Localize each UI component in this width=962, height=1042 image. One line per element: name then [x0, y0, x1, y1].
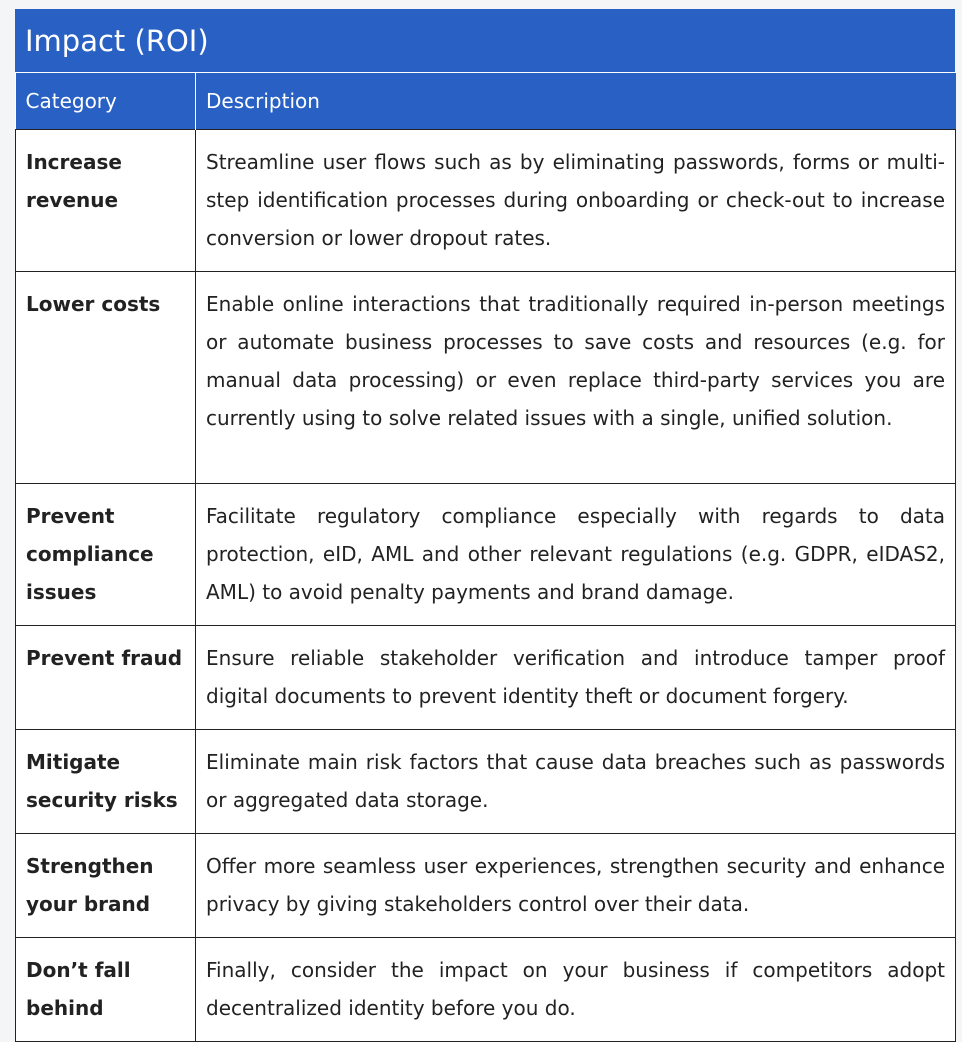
table-title: Impact (ROI)	[15, 9, 955, 73]
category-cell: Don’t fall behind	[16, 937, 196, 1041]
column-header-category: Category	[16, 73, 196, 129]
column-header-description: Description	[196, 73, 956, 129]
table-row	[16, 483, 956, 625]
category-cell: Lower costs	[16, 271, 196, 483]
table-row	[16, 625, 956, 729]
category-cell: Prevent fraud	[16, 625, 196, 729]
table-row	[16, 129, 956, 271]
category-cell: Strengthen your brand	[16, 833, 196, 937]
description-cell: Offer more seamless user experiences, strengthen security and enhance privacy by giving stakeholders control over their data.	[196, 833, 956, 937]
description-cell: Eliminate main risk factors that cause data breaches such as passwords or aggregated data storage.	[196, 729, 956, 833]
table-row	[16, 833, 956, 937]
description-cell: Streamline user flows such as by eliminating passwords, forms or multi-step identification processes during onboarding or check-out to increase conversion or lower dropout rates.	[196, 129, 956, 271]
description-cell: Enable online interactions that traditionally required in-person meetings or automate business processes to save costs and resources (e.g. for manual data processing) or even replace third-party services you are currently using to solve related issues with a single, unified solution.	[196, 271, 956, 483]
table-row	[16, 271, 956, 483]
category-cell: Mitigate security risks	[16, 729, 196, 833]
roi-table	[15, 73, 956, 1042]
roi-table-container	[15, 9, 955, 1042]
header-row	[16, 73, 956, 129]
table-row	[16, 937, 956, 1041]
description-cell: Ensure reliable stakeholder verification and introduce tamper proof digital documents to prevent identity theft or document forgery.	[196, 625, 956, 729]
category-cell: Increase revenue	[16, 129, 196, 271]
category-cell: Prevent compliance issues	[16, 483, 196, 625]
description-cell: Finally, consider the impact on your business if competitors adopt decentralized identity before you do.	[196, 937, 956, 1041]
table-header	[16, 73, 956, 129]
description-cell: Facilitate regulatory compliance especially with regards to data protection, eID, AML and other relevant regulations (e.g. GDPR, eIDAS2, AML) to avoid penalty payments and brand damage.	[196, 483, 956, 625]
table-body	[16, 129, 956, 1041]
table-row	[16, 729, 956, 833]
